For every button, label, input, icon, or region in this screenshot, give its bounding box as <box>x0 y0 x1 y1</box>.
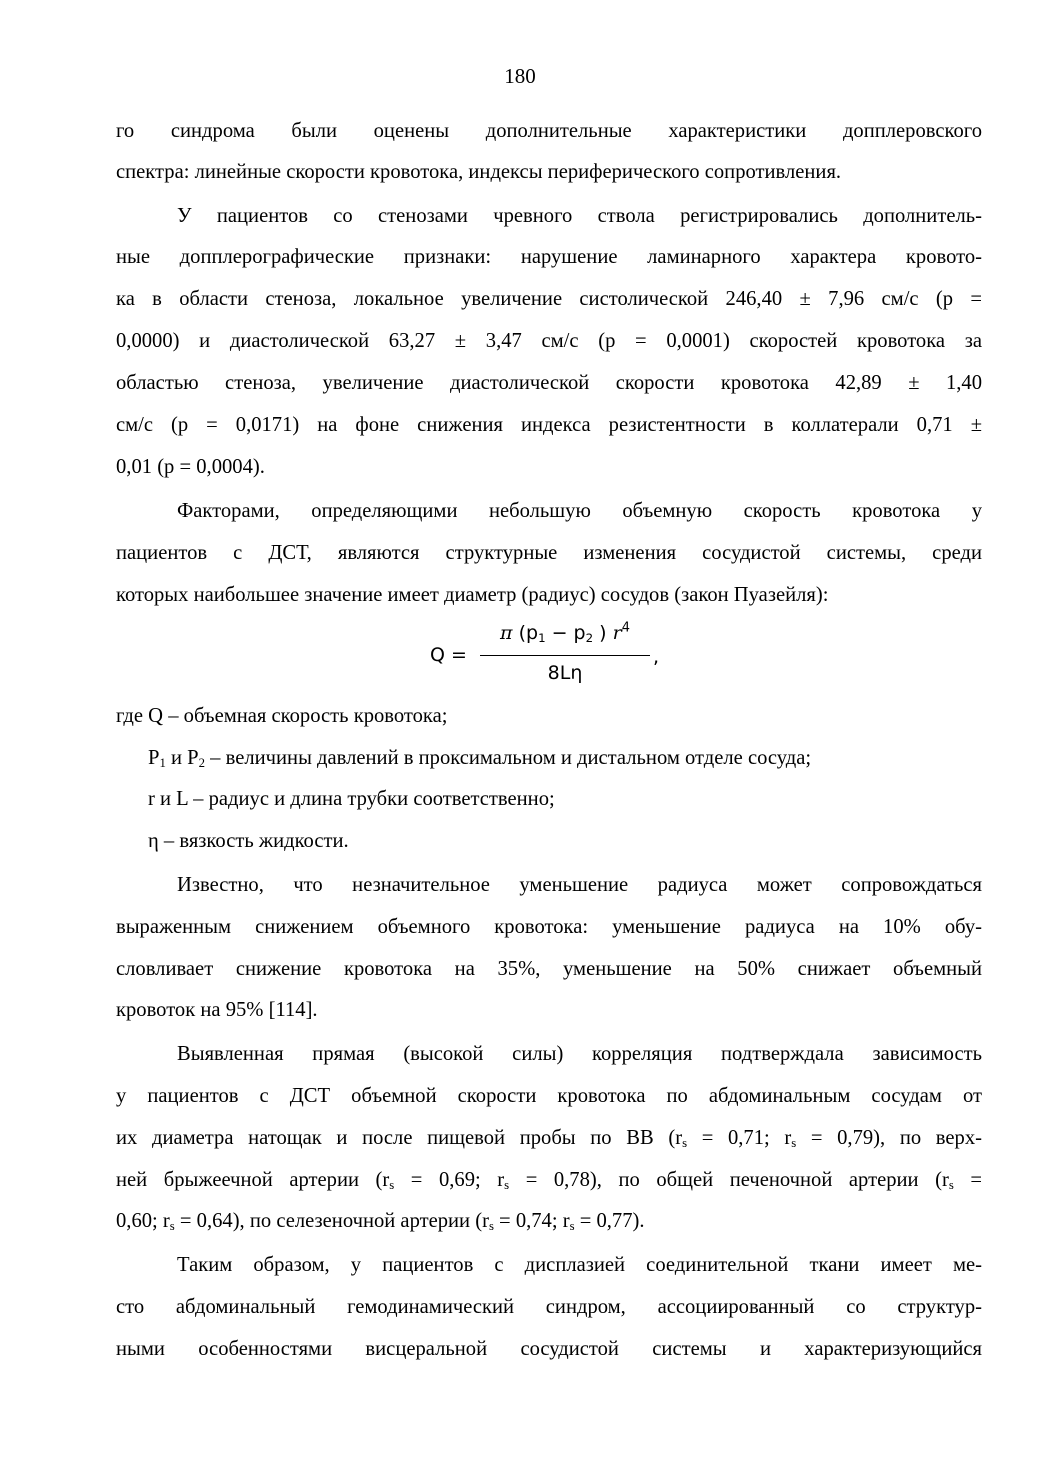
text-line: 0,60; $r_s = 0,64$), по селезеночной артерии ($r_s = 0,74$; $r_s = 0,77$). <box>116 1210 645 1234</box>
definition-q: где Q – объемная скорость кровотока; <box>116 705 448 727</box>
poiseuille-formula <box>430 622 690 692</box>
text-line: кровоток на 95% [114]. <box>116 999 318 1021</box>
text-line: У пациентов со стенозами чревного ствола регистрировались дополнитель- <box>177 205 982 227</box>
text-line: которых наибольшее значение имеет диаметр (радиус) сосудов (закон Пуазейля): <box>116 584 829 606</box>
formula-denominator: 8Lη <box>547 662 583 684</box>
text-line: выраженным снижением объемного кровотока: уменьшение радиуса на 10% обу- <box>116 916 982 938</box>
text-line: сто абдоминальный гемодинамический синдром, ассоциированный со структур- <box>116 1296 982 1318</box>
text-line: см/с (p = 0,0171) на фоне снижения индекса резистентности в коллатерали 0,71 ± <box>116 414 982 436</box>
text-line: Таким образом, у пациентов с дисплазией соединительной ткани имеет ме- <box>177 1254 982 1276</box>
text-line: ней брыжеечной артерии ($r_s = 0,69$; $r_s = 0,78$), по общей печеночной артерии ($r_s$ = <box>116 1169 982 1193</box>
formula-numerator: π ($p_1 - p_2$ ) $r^4$ <box>500 620 630 645</box>
text-line: словливает снижение кровотока на 35%, уменьшение на 50% снижает объемный <box>116 958 982 980</box>
formula-comma: , <box>653 646 660 668</box>
text-line: их диаметра натощак и после пищевой пробы по ВВ ($r_s = 0,71$; $r_s = 0,79$), по верх- <box>116 1127 982 1151</box>
definition-p: $P_1$ и $P_2$ – величины давлений в проксимальном и дистальном отделе сосуда; <box>148 747 812 771</box>
text-line: 0,01 (p = 0,0004). <box>116 456 265 478</box>
formula-lhs: Q = <box>430 644 467 666</box>
text-line: областью стеноза, увеличение диастолической скорости кровотока 42,89 ± 1,40 <box>116 372 982 394</box>
page-number: 180 <box>504 64 536 88</box>
definition-eta: η – вязкость жидкости. <box>148 830 349 852</box>
text-line: у пациентов с ДСТ объемной скорости кровотока по абдоминальным сосудам от <box>116 1085 982 1107</box>
text-line: спектра: линейные скорости кровотока, индексы периферического сопротивления. <box>116 161 842 183</box>
fraction-bar <box>480 655 650 656</box>
definition-r-l: r и L – радиус и длина трубки соответственно; <box>148 788 555 810</box>
text-line: пациентов с ДСТ, являются структурные изменения сосудистой системы, среди <box>116 542 982 564</box>
text-line: Факторами, определяющими небольшую объемную скорость кровотока у <box>177 500 982 522</box>
text-line: 0,0000) и диастолической 63,27 ± 3,47 см/с (p = 0,0001) скоростей кровотока за <box>116 330 982 352</box>
text-line: Выявленная прямая (высокой силы) корреляция подтверждала зависимость <box>177 1043 982 1065</box>
text-line: ными особенностями висцеральной сосудистой системы и характеризующийся <box>116 1338 982 1360</box>
text-line: ные допплерографические признаки: нарушение ламинарного характера кровото- <box>116 246 982 268</box>
text-line: го синдрома были оценены дополнительные характеристики допплеровского <box>116 120 982 142</box>
text-line: Известно, что незначительное уменьшение радиуса может сопровождаться <box>177 874 982 896</box>
text-line: ка в области стеноза, локальное увеличение систолической 246,40 ± 7,96 см/с (p = <box>116 288 982 310</box>
